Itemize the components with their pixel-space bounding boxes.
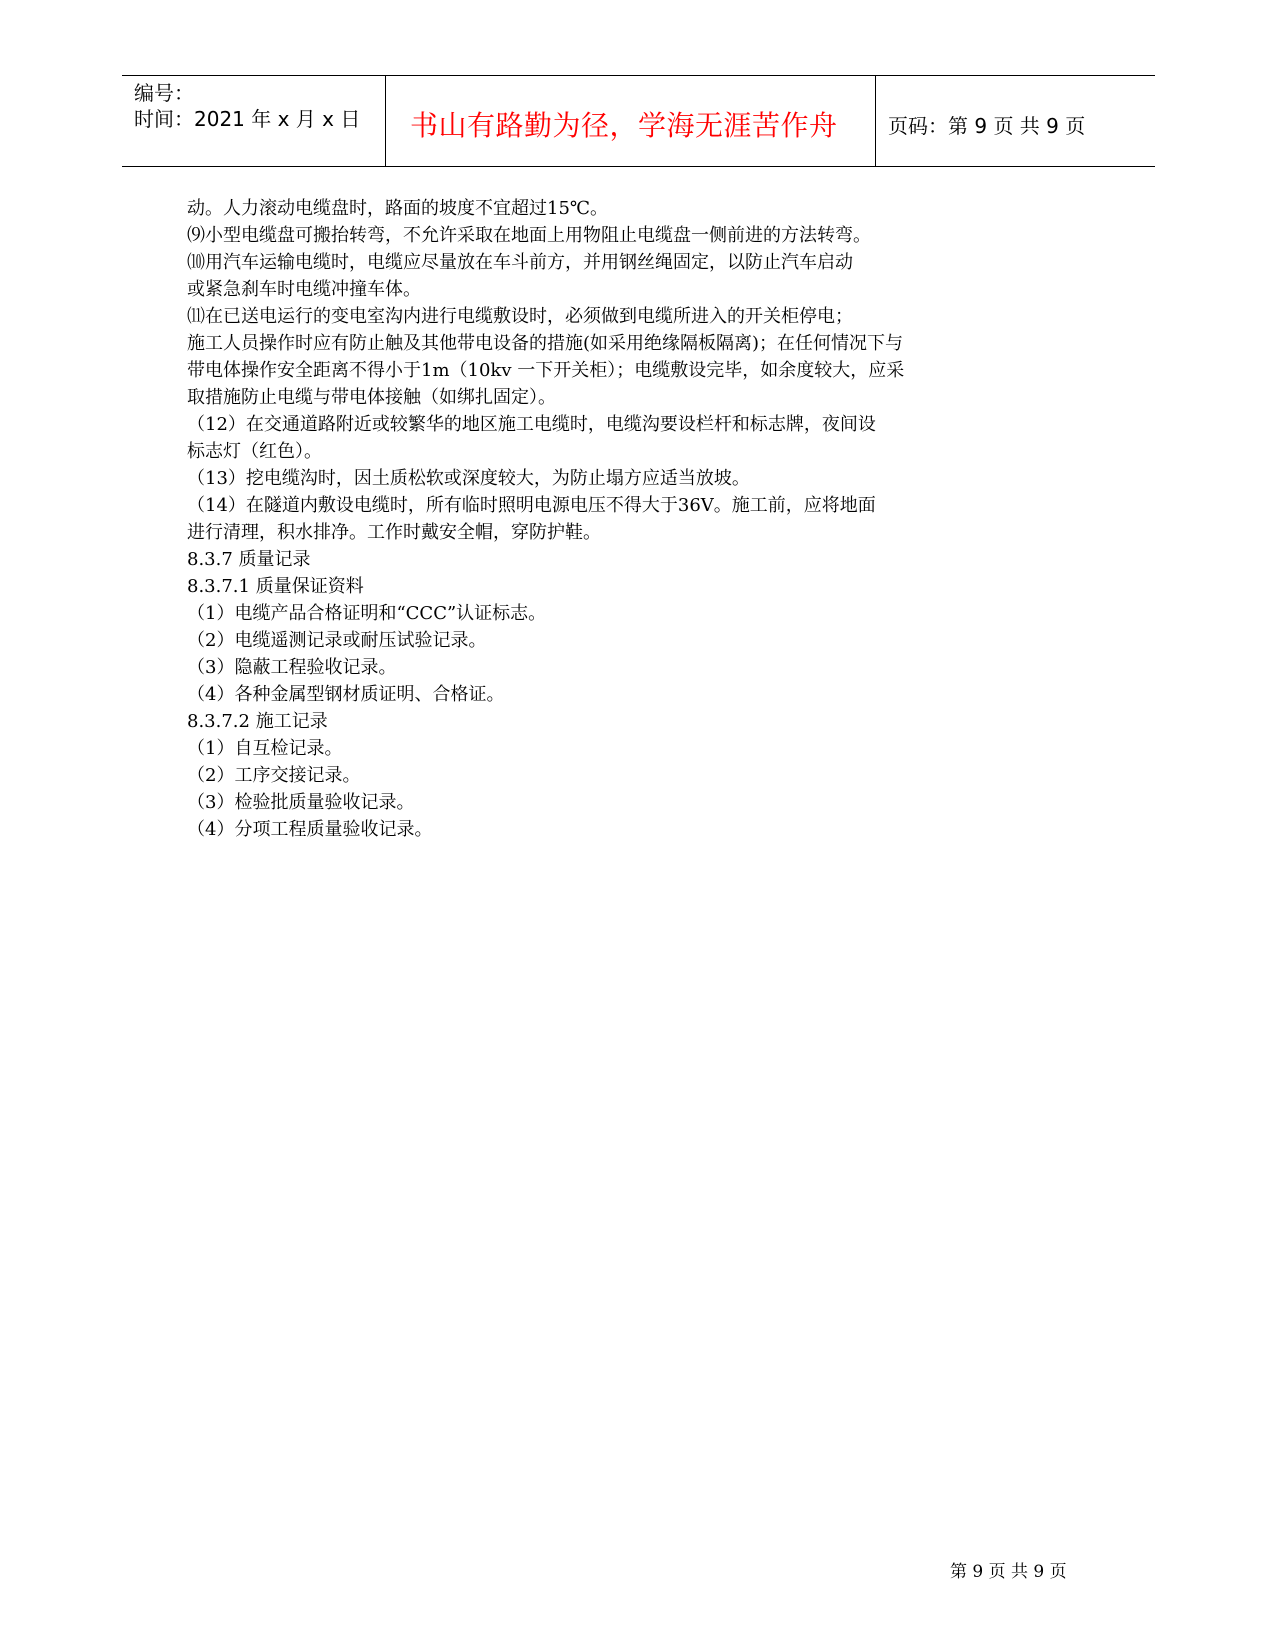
list-item: （4）分项工程质量验收记录。 xyxy=(187,819,433,840)
body-line: 标志灯（红色）。 xyxy=(187,441,322,462)
document-time-label: 时间：2021 年 x 月 x 日 xyxy=(134,107,361,131)
list-item: （3）检验批质量验收记录。 xyxy=(187,792,415,813)
body-line: ⑼小型电缆盘可搬抬转弯，不允许采取在地面上用物阻止电缆盘一侧前进的方法转弯。 xyxy=(187,225,871,246)
header-meta-cell xyxy=(122,76,385,166)
body-line: （14）在隧道内敷设电缆时，所有临时照明电源电压不得大于36V。施工前，应将地面 xyxy=(187,495,876,516)
subsection-heading: 8.3.7.2 施工记录 xyxy=(187,711,328,732)
subsection-heading: 8.3.7.1 质量保证资料 xyxy=(187,576,364,597)
body-line: 或紧急刹车时电缆冲撞车体。 xyxy=(187,279,421,300)
body-line: （13）挖电缆沟时，因土质松软或深度较大，为防止塌方应适当放坡。 xyxy=(187,468,750,489)
header-page-info: 页码：第 9 页 共 9 页 xyxy=(888,114,1086,138)
list-item: （2）电缆遥测记录或耐压试验记录。 xyxy=(187,630,487,651)
list-item: （1）电缆产品合格证明和“CCC”认证标志。 xyxy=(187,603,547,624)
body-line: 进行清理，积水排净。工作时戴安全帽，穿防护鞋。 xyxy=(187,522,601,543)
list-item: （2）工序交接记录。 xyxy=(187,765,361,786)
body-line: ⑾在已送电运行的变电室沟内进行电缆敷设时，必须做到电缆所进入的开关柜停电； xyxy=(187,306,853,327)
list-item: （1）自互检记录。 xyxy=(187,738,343,759)
header-page-cell xyxy=(876,76,1155,166)
header-motto: 书山有路勤为径，学海无涯苦作舟 xyxy=(410,109,838,142)
list-item: （3）隐蔽工程验收记录。 xyxy=(187,657,397,678)
list-item: （4）各种金属型钢材质证明、合格证。 xyxy=(187,684,505,705)
body-line: 带电体操作安全距离不得小于1m（10kv 一下开关柜）；电缆敷设完毕，如余度较大，应采 xyxy=(187,360,905,381)
body-line: 动。人力滚动电缆盘时，路面的坡度不宜超过15℃。 xyxy=(187,198,609,219)
document-header xyxy=(122,75,1155,167)
page-footer: 第 9 页 共 9 页 xyxy=(950,1562,1067,1582)
header-motto-cell xyxy=(385,76,876,166)
document-number-label: 编号： xyxy=(134,81,194,105)
body-line: ⑽用汽车运输电缆时，电缆应尽量放在车斗前方，并用钢丝绳固定，以防止汽车启动 xyxy=(187,252,853,273)
document-body xyxy=(187,195,1087,843)
body-line: 取措施防止电缆与带电体接触（如绑扎固定）。 xyxy=(187,387,556,408)
body-line: 施工人员操作时应有防止触及其他带电设备的措施(如采用绝缘隔板隔离)；在任何情况下与 xyxy=(187,333,904,354)
body-line: （12）在交通道路附近或较繁华的地区施工电缆时，电缆沟要设栏杆和标志牌，夜间设 xyxy=(187,414,876,435)
section-heading: 8.3.7 质量记录 xyxy=(187,549,311,570)
